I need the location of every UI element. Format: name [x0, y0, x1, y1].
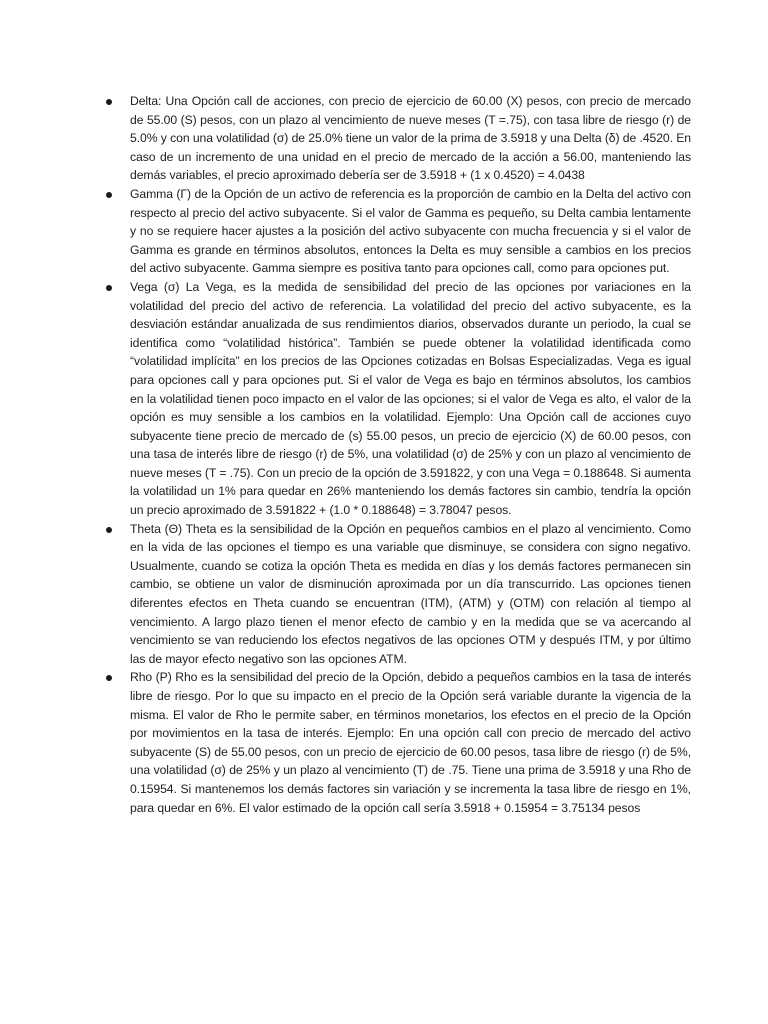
- bullet-text-delta: Delta: Una Opción call de acciones, con precio de ejercicio de 60.00 (X) pesos, con precio de mercado de 55.00 (S) pesos, con un plazo al vencimiento de nueve meses (T =.75), con tasa libre de riesgo (r) de 5.0% y con una volatilidad (σ) de 25.0% tiene un valor de la prima de 3.5918 y una Delta (δ) de .4520. En caso de un incremento de una unidad en el precio de mercado de la acción a 56.00, manteniendo las demás variables, el precio aproximado debería ser de 3.5918 + (1 x 0.4520) = 4.0438: [130, 94, 691, 183]
- bullet-item-delta: [106, 92, 691, 185]
- bullet-text-rho: Rho (P) Rho es la sensibilidad del precio de la Opción, debido a pequeños cambios en la tasa de interés libre de riesgo. Por lo que su impacto en el precio de la Opción será variable durante la vigencia de la misma. El valor de Rho le permite saber, en términos monetarios, los efectos en el precio de la Opción por movimientos en la tasa de interés. Ejemplo: En una opción call con precio de mercado del activo subyacente (S) de 55.00 pesos, con un precio de ejercicio de 60.00 pesos, tasa libre de riesgo (r) de 5%, una volatilidad (σ) de 25% y un plazo al vencimiento (T) de .75. Tiene una prima de 3.5918 y una Rho de 0.15954. Si mantenemos los demás factores sin variación y se incrementa la tasa libre de riesgo en 1%, para quedar en 6%. El valor estimado de la opción call sería 3.5918 + 0.15954 = 3.75134 pesos: [130, 670, 691, 815]
- bullet-dot-icon: [106, 675, 112, 681]
- bullet-item-vega: [106, 278, 691, 520]
- bullet-text-gamma: Gamma (Γ) de la Opción de un activo de referencia es la proporción de cambio en la Delta del activo con respecto al precio del activo subyacente. Si el valor de Gamma es pequeño, su Delta cambia lentamente y no se requiere hacer ajustes a la posición del activo subyacente con mucha frecuencia y si el valor de Gamma es grande en términos absolutos, entonces la Delta es muy sensible a cambios en los precios del activo subyacente. Gamma siempre es positiva tanto para opciones call, como para opciones put.: [130, 186, 691, 276]
- bullet-list: [106, 92, 691, 817]
- bullet-dot-icon: [106, 192, 112, 198]
- bullet-dot-icon: [106, 99, 112, 105]
- bullet-dot-icon: [106, 527, 112, 533]
- bullet-dot-icon: [106, 285, 112, 291]
- bullet-item-theta: [106, 520, 691, 669]
- bullet-text-theta: Theta (Θ) Theta es la sensibilidad de la Opción en pequeños cambios en el plazo al vencimiento. Como en la vida de las opciones el tiempo es una variable que disminuye, se considera con signo negativo. Usualmente, cuando se cotiza la opción Theta es medida en días y los demás factores permanecen sin cambio, se obtiene un valor de disminución aproximada por un día transcurrido. Las opciones tienen diferentes efectos en Theta cuando se encuentran (ITM), (ATM) y (OTM) con relación al tiempo al vencimiento. A largo plazo tienen el menor efecto de cambio y en la medida que se va acercando al vencimiento se van reduciendo los efectos negativos de las opciones OTM y después ITM, y por último las de mayor efecto negativo son las opciones ATM.: [130, 521, 691, 666]
- bullet-item-gamma: [106, 185, 691, 278]
- bullet-text-vega: Vega (σ) La Vega, es la medida de sensibilidad del precio de las opciones por variaciones en la volatilidad del precio del activo de referencia. La volatilidad del precio del activo subyacente, es la desviación estándar anualizada de sus rendimientos diarios, observados durante un periodo, la cual se identifica como “volatilidad histórica”. También se puede obtener la volatilidad identificada como “volatilidad implícita” en los precios de las Opciones cotizadas en Bolsas Especializadas. Vega es igual para opciones call y para opciones put. Si el valor de Vega es bajo en términos absolutos, los cambios en la volatilidad tienen poco impacto en el valor de las opciones; si el valor de Vega es alto, el valor de la opción es muy sensible a los cambios en la volatilidad. Ejemplo: Una Opción call de acciones cuyo subyacente tiene precio de mercado de (s) 55.00 pesos, un precio de ejercicio (X) de 60.00 pesos, con una tasa de interés libre de riesgo (r) de 5%, una volatilidad (σ) de 25% y con un plazo al vencimiento de nueve meses (T = .75). Con un precio de la opción de 3.591822, y con una Vega = 0.188648. Si aumenta la volatilidad un 1% para quedar en 26% manteniendo los demás factores sin cambio, tendría la opción un precio aproximado de 3.591822 + (1.0 * 0.188648) = 3.78047 pesos.: [130, 279, 691, 518]
- bullet-item-rho: [106, 668, 691, 817]
